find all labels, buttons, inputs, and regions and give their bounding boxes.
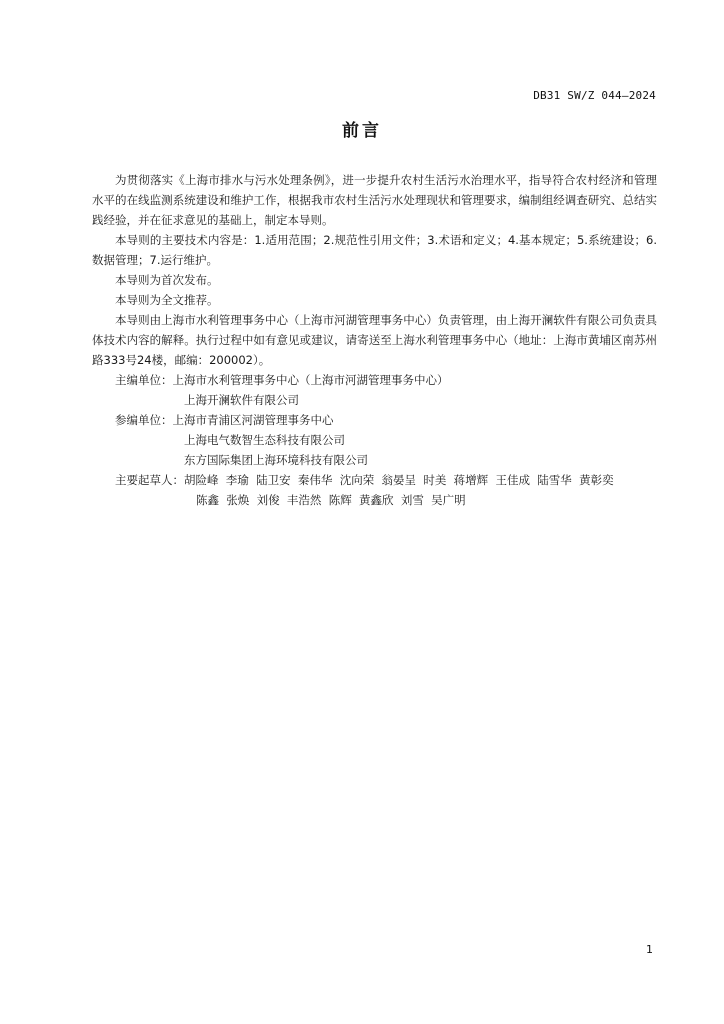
chief-editors-line [92,370,657,390]
participant-unit: 上海电气数智生态科技有限公司 [184,433,345,447]
drafters-line [92,470,657,490]
participants-label: 参编单位： [115,413,173,427]
page-title: 前言 [342,121,382,141]
paragraph-purpose: 为贯彻落实《上海市排水与污水处理条例》，进一步提升农村生活污水治理水平，指导符合农村经济和管理水平的在线监测系统建设和维护工作，根据我市农村生活污水处理现状和管理要求，编制组经调查研究、总结实践经验，并在征求意见的基础上，制定本导则。 [92,173,657,227]
paragraph-contents: 本导则的主要技术内容是：1.适用范围；2.规范性引用文件；3.术语和定义；4.基本规定；5.系统建设；6.数据管理；7.运行维护。 [92,233,657,267]
chief-editor-unit: 上海开澜软件有限公司 [184,393,299,407]
preface-body [92,170,657,510]
paragraph-recommendation: 本导则为全文推荐。 [115,293,219,307]
paragraph-first-release: 本导则为首次发布。 [115,273,219,287]
drafters-names: 胡险峰 李瑜 陆卫安 秦伟华 沈向荣 翁晏呈 时美 蒋增辉 王佳成 陆雪华 黄彰奕 [184,473,614,487]
page-number: 1 [646,943,653,956]
chief-editor-unit: 上海市水利管理事务中心（上海市河湖管理事务中心） [172,373,449,387]
participants-block [92,410,657,470]
participants-line [92,410,657,430]
drafters-label: 主要起草人： [115,473,184,487]
chief-editors-label: 主编单位： [115,373,173,387]
participant-unit: 上海市青浦区河湖管理事务中心 [172,413,334,427]
paragraph-management: 本导则由上海市水利管理事务中心（上海市河湖管理事务中心）负责管理，由上海开澜软件有限公司负责具体技术内容的解释。执行过程中如有意见或建议，请寄送至上海水利管理事务中心（地址：上海市黄埔区南苏州路333号24楼，邮编：200002）。 [92,313,657,367]
document-code: DB31 SW/Z 044—2024 [533,89,656,102]
drafters-names: 陈鑫 张焕 刘俊 丰浩然 陈辉 黄鑫欣 刘雪 吴广明 [196,493,466,507]
drafters-block [92,470,657,510]
participant-unit: 东方国际集团上海环境科技有限公司 [184,453,368,467]
chief-editors-block [92,370,657,410]
